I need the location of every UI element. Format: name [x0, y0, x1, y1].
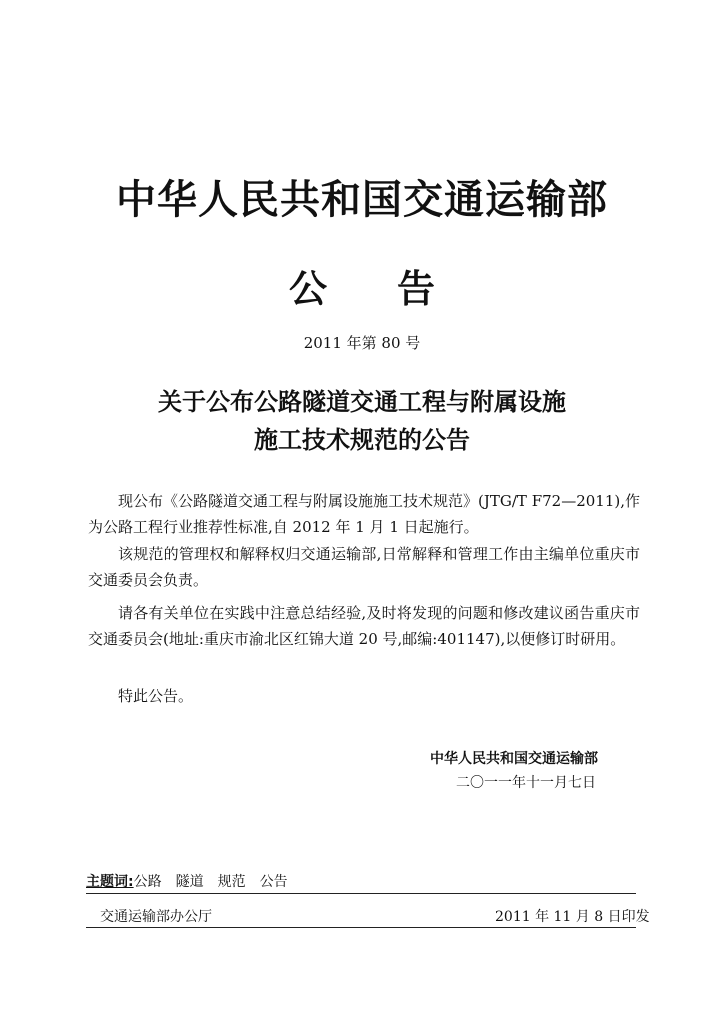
- announcement-char-2: 告: [397, 267, 436, 311]
- footer-divider-bottom: [86, 927, 636, 928]
- body-paragraph-4: 特此公告。: [118, 687, 194, 705]
- print-date: 2011 年 11 月 8 日印发: [495, 909, 650, 925]
- signature-date: 二〇一一年十一月七日: [456, 775, 596, 791]
- signature-organization: 中华人民共和国交通运输部: [430, 751, 598, 767]
- document-number: 2011 年第 80 号: [303, 334, 421, 352]
- announcement-heading: [0, 258, 724, 313]
- body-paragraph-3: 请各有关单位在实践中注意总结经验,及时将发现的问题和修改建议函告重庆市交通委员会(地址:重庆市渝北区红锦大道 20 号,邮编:401147),以便修订时研用。: [88, 604, 640, 648]
- document-title-line-2: 施工技术规范的公告: [254, 426, 470, 454]
- keywords-label: 主题词:: [86, 874, 134, 890]
- footer-divider-top: [86, 893, 636, 894]
- keyword-item: 公告: [259, 874, 288, 890]
- ministry-header: 中华人民共和国交通运输部: [116, 177, 608, 223]
- keyword-item: 隧道: [175, 874, 204, 890]
- announcement-char-1: 公: [288, 267, 327, 311]
- subject-keywords: [86, 871, 302, 891]
- body-paragraph-2: 该规范的管理权和解释权归交通运输部,日常解释和管理工作由主编单位重庆市交通委员会负责。: [88, 545, 640, 589]
- keyword-item: 公路: [133, 874, 162, 890]
- document-title-line-1: 关于公布公路隧道交通工程与附属设施: [158, 388, 566, 416]
- issuing-office: 交通运输部办公厅: [100, 909, 212, 925]
- body-paragraph-1: 现公布《公路隧道交通工程与附属设施施工技术规范》(JTG/T F72—2011),作为公路工程行业推荐性标准,自 2012 年 1 月 1 日起施行。: [88, 492, 640, 536]
- keyword-item: 规范: [217, 874, 246, 890]
